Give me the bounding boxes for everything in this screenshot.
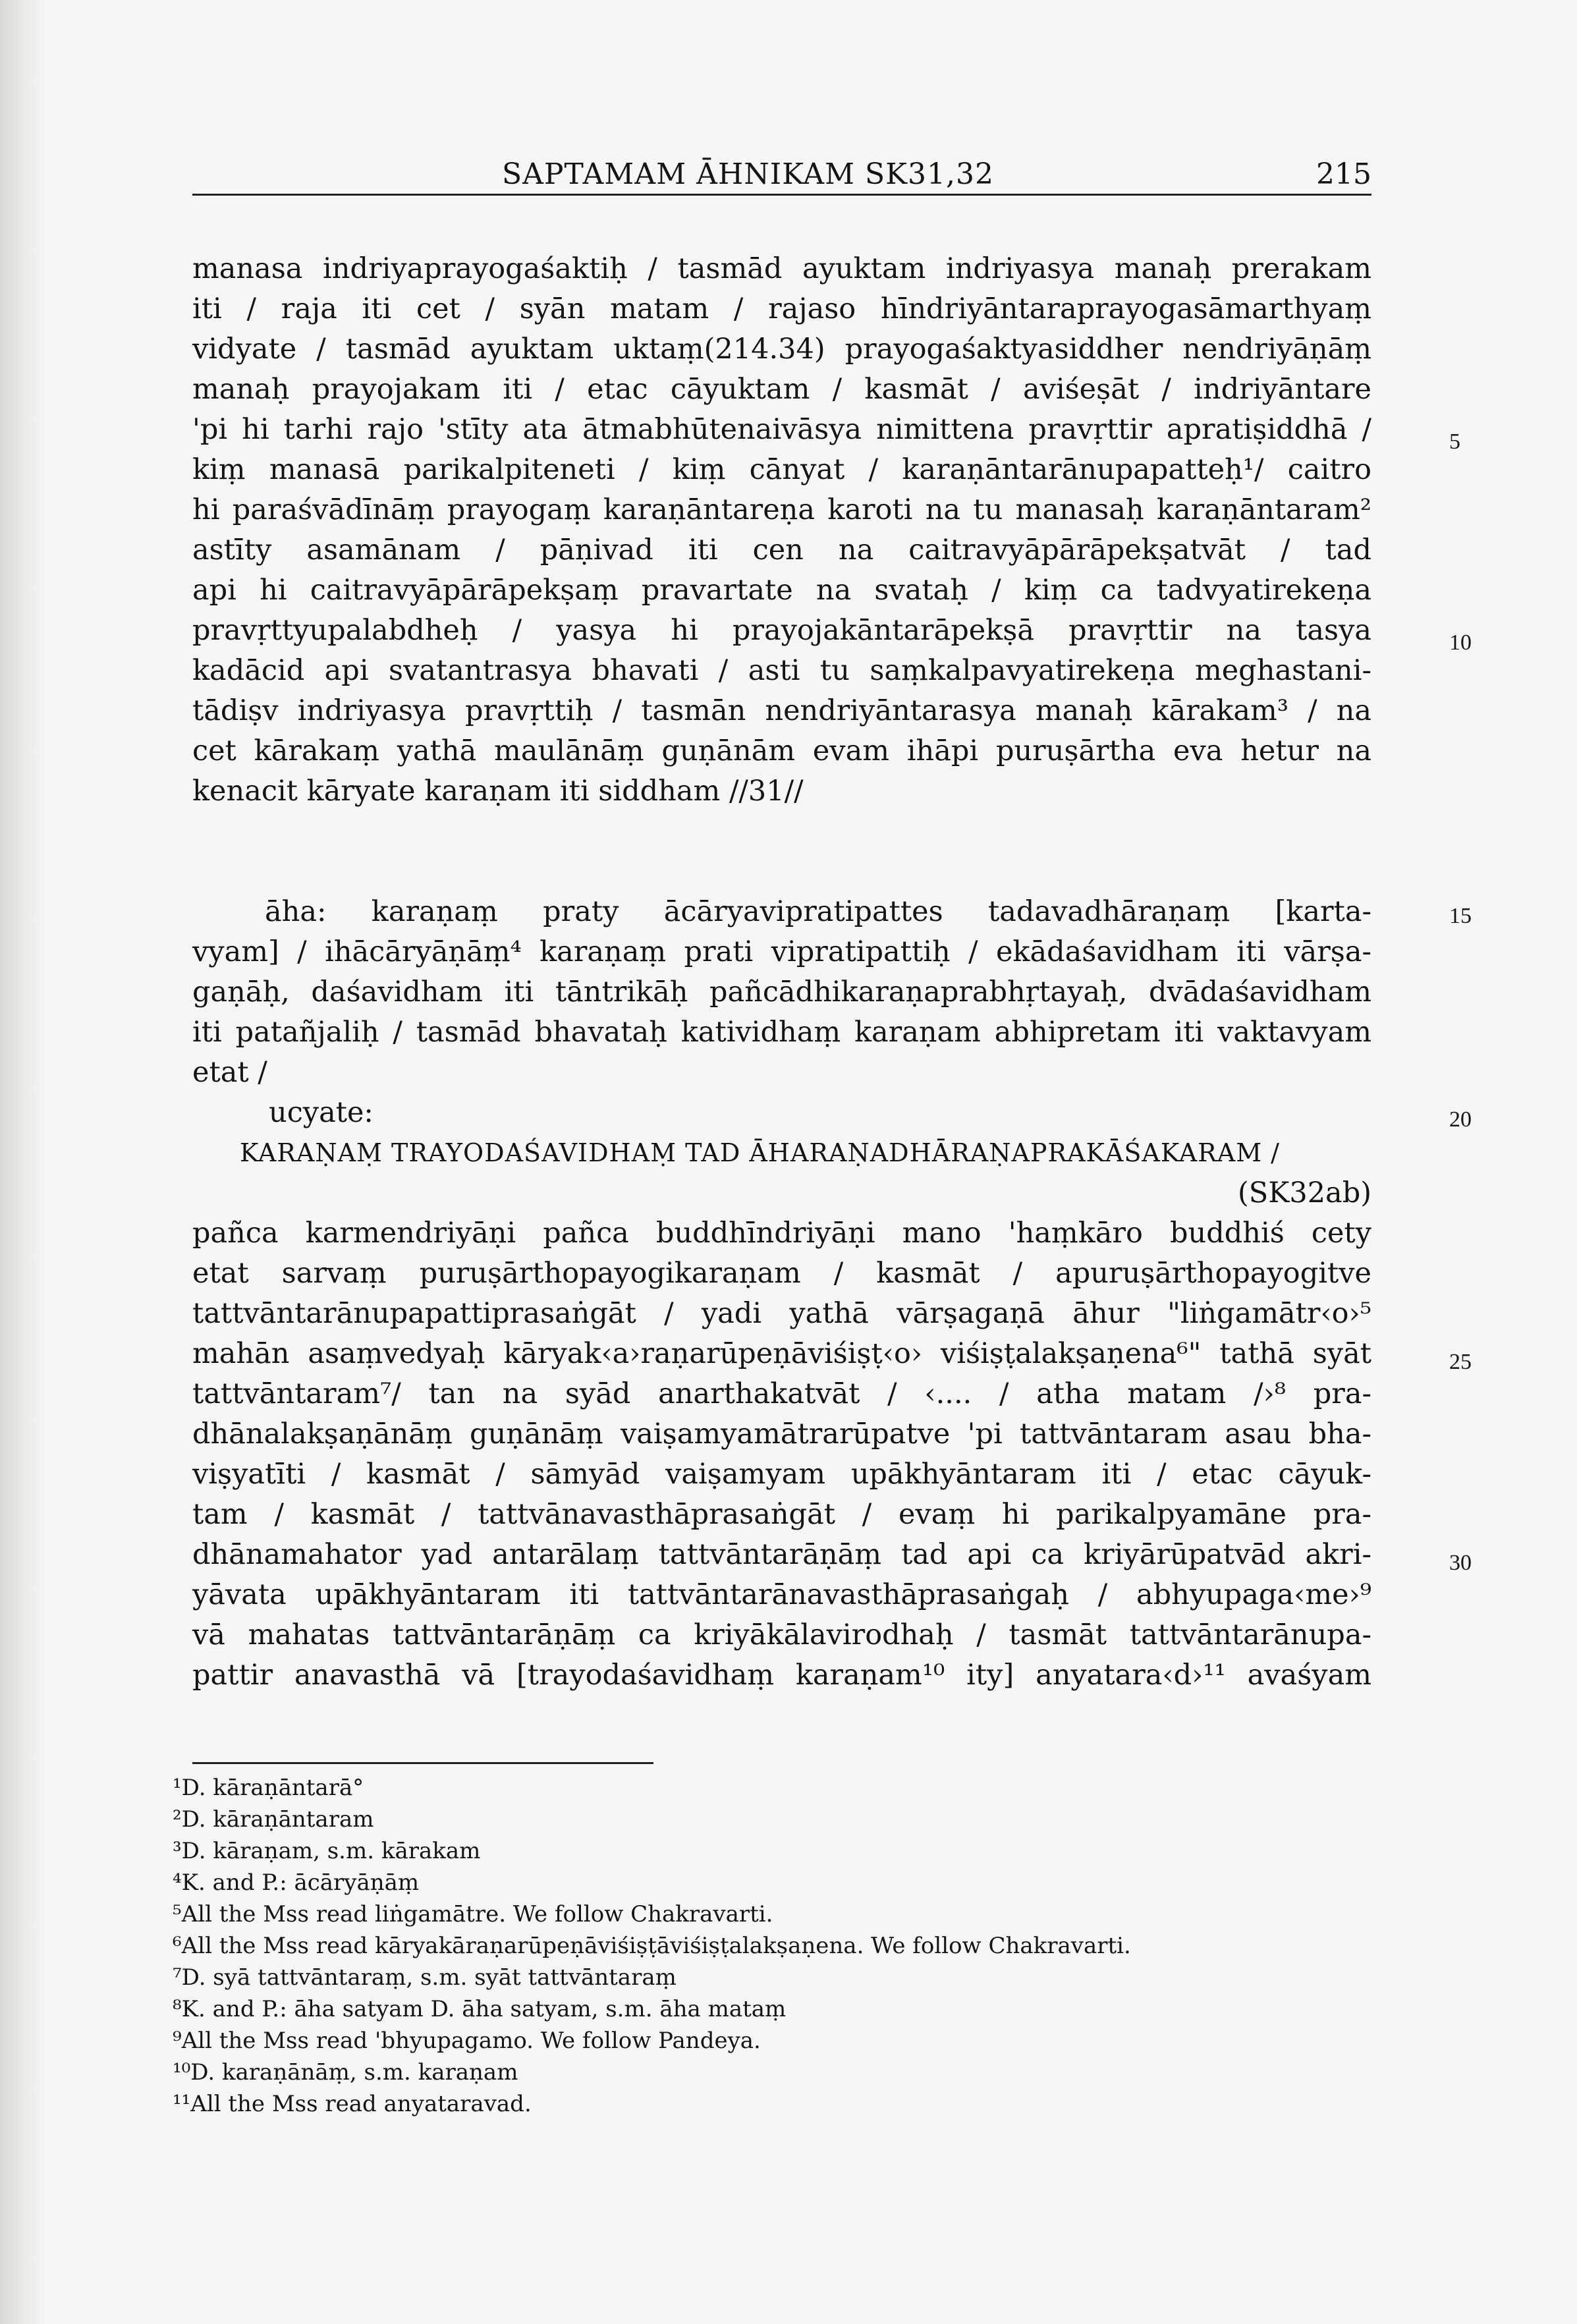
text-line: cet kārakaṃ yathā maulānāṃ guṇānām evam ihāpi puruṣārtha eva hetur na: [192, 734, 1371, 767]
text-line: mahān asaṃvedyaḥ kāryak‹a›raṇarūpeṇāviśiṣṭ‹o› viśiṣṭalakṣaṇena⁶" tathā syāt: [192, 1337, 1371, 1370]
text-line: gaṇāḥ, daśavidham iti tāntrikāḥ pañcādhikaraṇaprabhṛtayaḥ, dvādaśavidham: [192, 976, 1371, 1009]
text-line: kenacit kāryate karaṇam iti siddham //31//: [192, 775, 804, 808]
text-line: astīty asamānam / pāṇivad iti cen na caitravyāpārāpekṣatvāt / tad: [192, 534, 1371, 567]
text-line: 'pi hi tarhi rajo 'stīty ata ātmabhūtenaivāsya nimittena pravṛttir apratiṣiddhā /: [192, 413, 1371, 446]
text-line: ucyate:: [269, 1096, 374, 1129]
line-number: 30: [1449, 1551, 1472, 1575]
line-number: 5: [1449, 429, 1460, 454]
line-number: 15: [1449, 904, 1472, 928]
running-head: [192, 155, 1371, 196]
text-line: vā mahatas tattvāntarāṇāṃ ca kriyākālavirodhaḥ / tasmāt tattvāntarānupa-: [192, 1618, 1371, 1651]
footnote: ⁶All the Mss read kāryakāraṇarūpeṇāviśiṣṭāviśiṣṭalakṣaṇena. We follow Chakravarti.: [173, 1933, 1131, 1959]
text-line: tattvāntarānupapattiprasaṅgāt / yadi yathā vārṣagaṇā āhur "liṅgamātr‹o›⁵: [192, 1297, 1371, 1330]
text-line: vyam] / ihācāryāṇāṃ⁴ karaṇaṃ prati vipratipattiḥ / ekādaśavidham iti vārṣa-: [192, 935, 1371, 968]
karika-verse: KARAṆAṂ TRAYODAŚAVIDHAṂ TAD ĀHARAṆADHĀRAṆAPRAKĀŚAKARAM /: [240, 1138, 1280, 1167]
line-number: 25: [1449, 1350, 1472, 1374]
text-line: iti patañjaliḥ / tasmād bhavataḥ katividhaṃ karaṇam abhipretam iti vaktavyam: [192, 1016, 1371, 1049]
text-line: pañca karmendriyāṇi pañca buddhīndriyāṇi mano 'haṃkāro buddhiś cety: [192, 1217, 1371, 1250]
text-line: kadācid api svatantrasya bhavati / asti tu saṃkalpavyatirekeṇa meghastani-: [192, 654, 1371, 687]
text-line: kiṃ manasā parikalpiteneti / kiṃ cānyat / karaṇāntarānupapatteḥ¹/ caitro: [192, 453, 1371, 486]
text-line: pattir anavasthā vā [trayodaśavidhaṃ karaṇam¹⁰ ity] anyatara‹d›¹¹ avaśyam: [192, 1659, 1371, 1692]
text-line: hi paraśvādīnāṃ prayogaṃ karaṇāntareṇa karoti na tu manasaḥ karaṇāntaram²: [192, 493, 1371, 526]
footnote: ¹D. kāraṇāntarā°: [173, 1775, 364, 1801]
text-line: iti / raja iti cet / syān matam / rajaso hīndriyāntaraprayogasāmarthyaṃ: [192, 292, 1371, 325]
footnote: ⁷D. syā tattvāntaraṃ, s.m. syāt tattvāntaraṃ: [173, 1964, 677, 1991]
page-gutter-shade: [0, 0, 46, 2324]
text-line: tādiṣv indriyasya pravṛttiḥ / tasmān nendriyāntarasya manaḥ kārakam³ / na: [192, 694, 1371, 727]
footnote-rule: [192, 1762, 653, 1764]
line-number: 10: [1449, 630, 1472, 655]
footnote: ⁸K. and P.: āha satyam D. āha satyam, s.m. āha mataṃ: [173, 1996, 787, 2022]
footnote: ²D. kāraṇāntaram: [173, 1806, 374, 1833]
paragraph-gap: [192, 812, 1371, 892]
text-line: viṣyatīti / kasmāt / sāmyād vaiṣamyam upākhyāntaram iti / etac cāyuk-: [192, 1458, 1371, 1491]
main-text-block: [192, 249, 1371, 1696]
text-line: manasa indriyaprayogaśaktiḥ / tasmād ayuktam indriyasya manaḥ prerakam: [192, 252, 1371, 285]
line-number: 20: [1449, 1107, 1472, 1132]
footnotes: [173, 1772, 1358, 2120]
text-line: api hi caitravyāpārāpekṣaṃ pravartate na svataḥ / kiṃ ca tadvyatirekeṇa: [192, 574, 1371, 607]
footnote: ⁵All the Mss read liṅgamātre. We follow Chakravarti.: [173, 1901, 773, 1927]
text-line: āha: karaṇaṃ praty ācāryavipratipattes tadavadhāraṇaṃ [karta-: [265, 895, 1371, 928]
text-line: etat sarvaṃ puruṣārthopayogikaraṇam / kasmāt / apuruṣārthopayogitve: [192, 1257, 1371, 1290]
footnote: ⁹All the Mss read 'bhyupagamo. We follow Pandeya.: [173, 2028, 761, 2054]
text-line: vidyate / tasmād ayuktam uktaṃ(214.34) prayogaśaktyasiddher nendriyāṇāṃ: [192, 333, 1371, 366]
footnote: ³D. kāraṇam, s.m. kārakam: [173, 1838, 481, 1864]
text-line: dhānalakṣaṇānāṃ guṇānāṃ vaiṣamyamātrarūpatve 'pi tattvāntaram asau bha-: [192, 1418, 1371, 1451]
text-line: etat /: [192, 1056, 267, 1089]
text-line: dhānamahator yad antarālaṃ tattvāntarāṇāṃ tad api ca kriyārūpatvād akri-: [192, 1538, 1371, 1571]
text-line: pravṛttyupalabdheḥ / yasya hi prayojakāntarāpekṣā pravṛttir na tasya: [192, 614, 1371, 647]
page-number: 215: [1316, 157, 1371, 191]
text-line: tattvāntaram⁷/ tan na syād anarthakatvāt / ‹.... / atha matam /›⁸ pra-: [192, 1377, 1371, 1410]
text-line: yāvata upākhyāntaram iti tattvāntarānavasthāprasaṅgaḥ / abhyupaga‹me›⁹: [192, 1578, 1371, 1611]
footnote: ⁴K. and P.: ācāryāṇāṃ: [173, 1869, 420, 1896]
footnote: ¹⁰D. karaṇānāṃ, s.m. karaṇam: [173, 2059, 518, 2086]
running-head-title: SAPTAMAM ĀHNIKAM SK31,32: [502, 157, 995, 191]
verse-reference: (SK32ab): [1237, 1176, 1371, 1209]
text-line: manaḥ prayojakam iti / etac cāyuktam / kasmāt / aviśeṣāt / indriyāntare: [192, 373, 1371, 406]
footnote: ¹¹All the Mss read anyataravad.: [173, 2091, 532, 2117]
text-line: tam / kasmāt / tattvānavasthāprasaṅgāt / evaṃ hi parikalpyamāne pra-: [192, 1498, 1371, 1531]
